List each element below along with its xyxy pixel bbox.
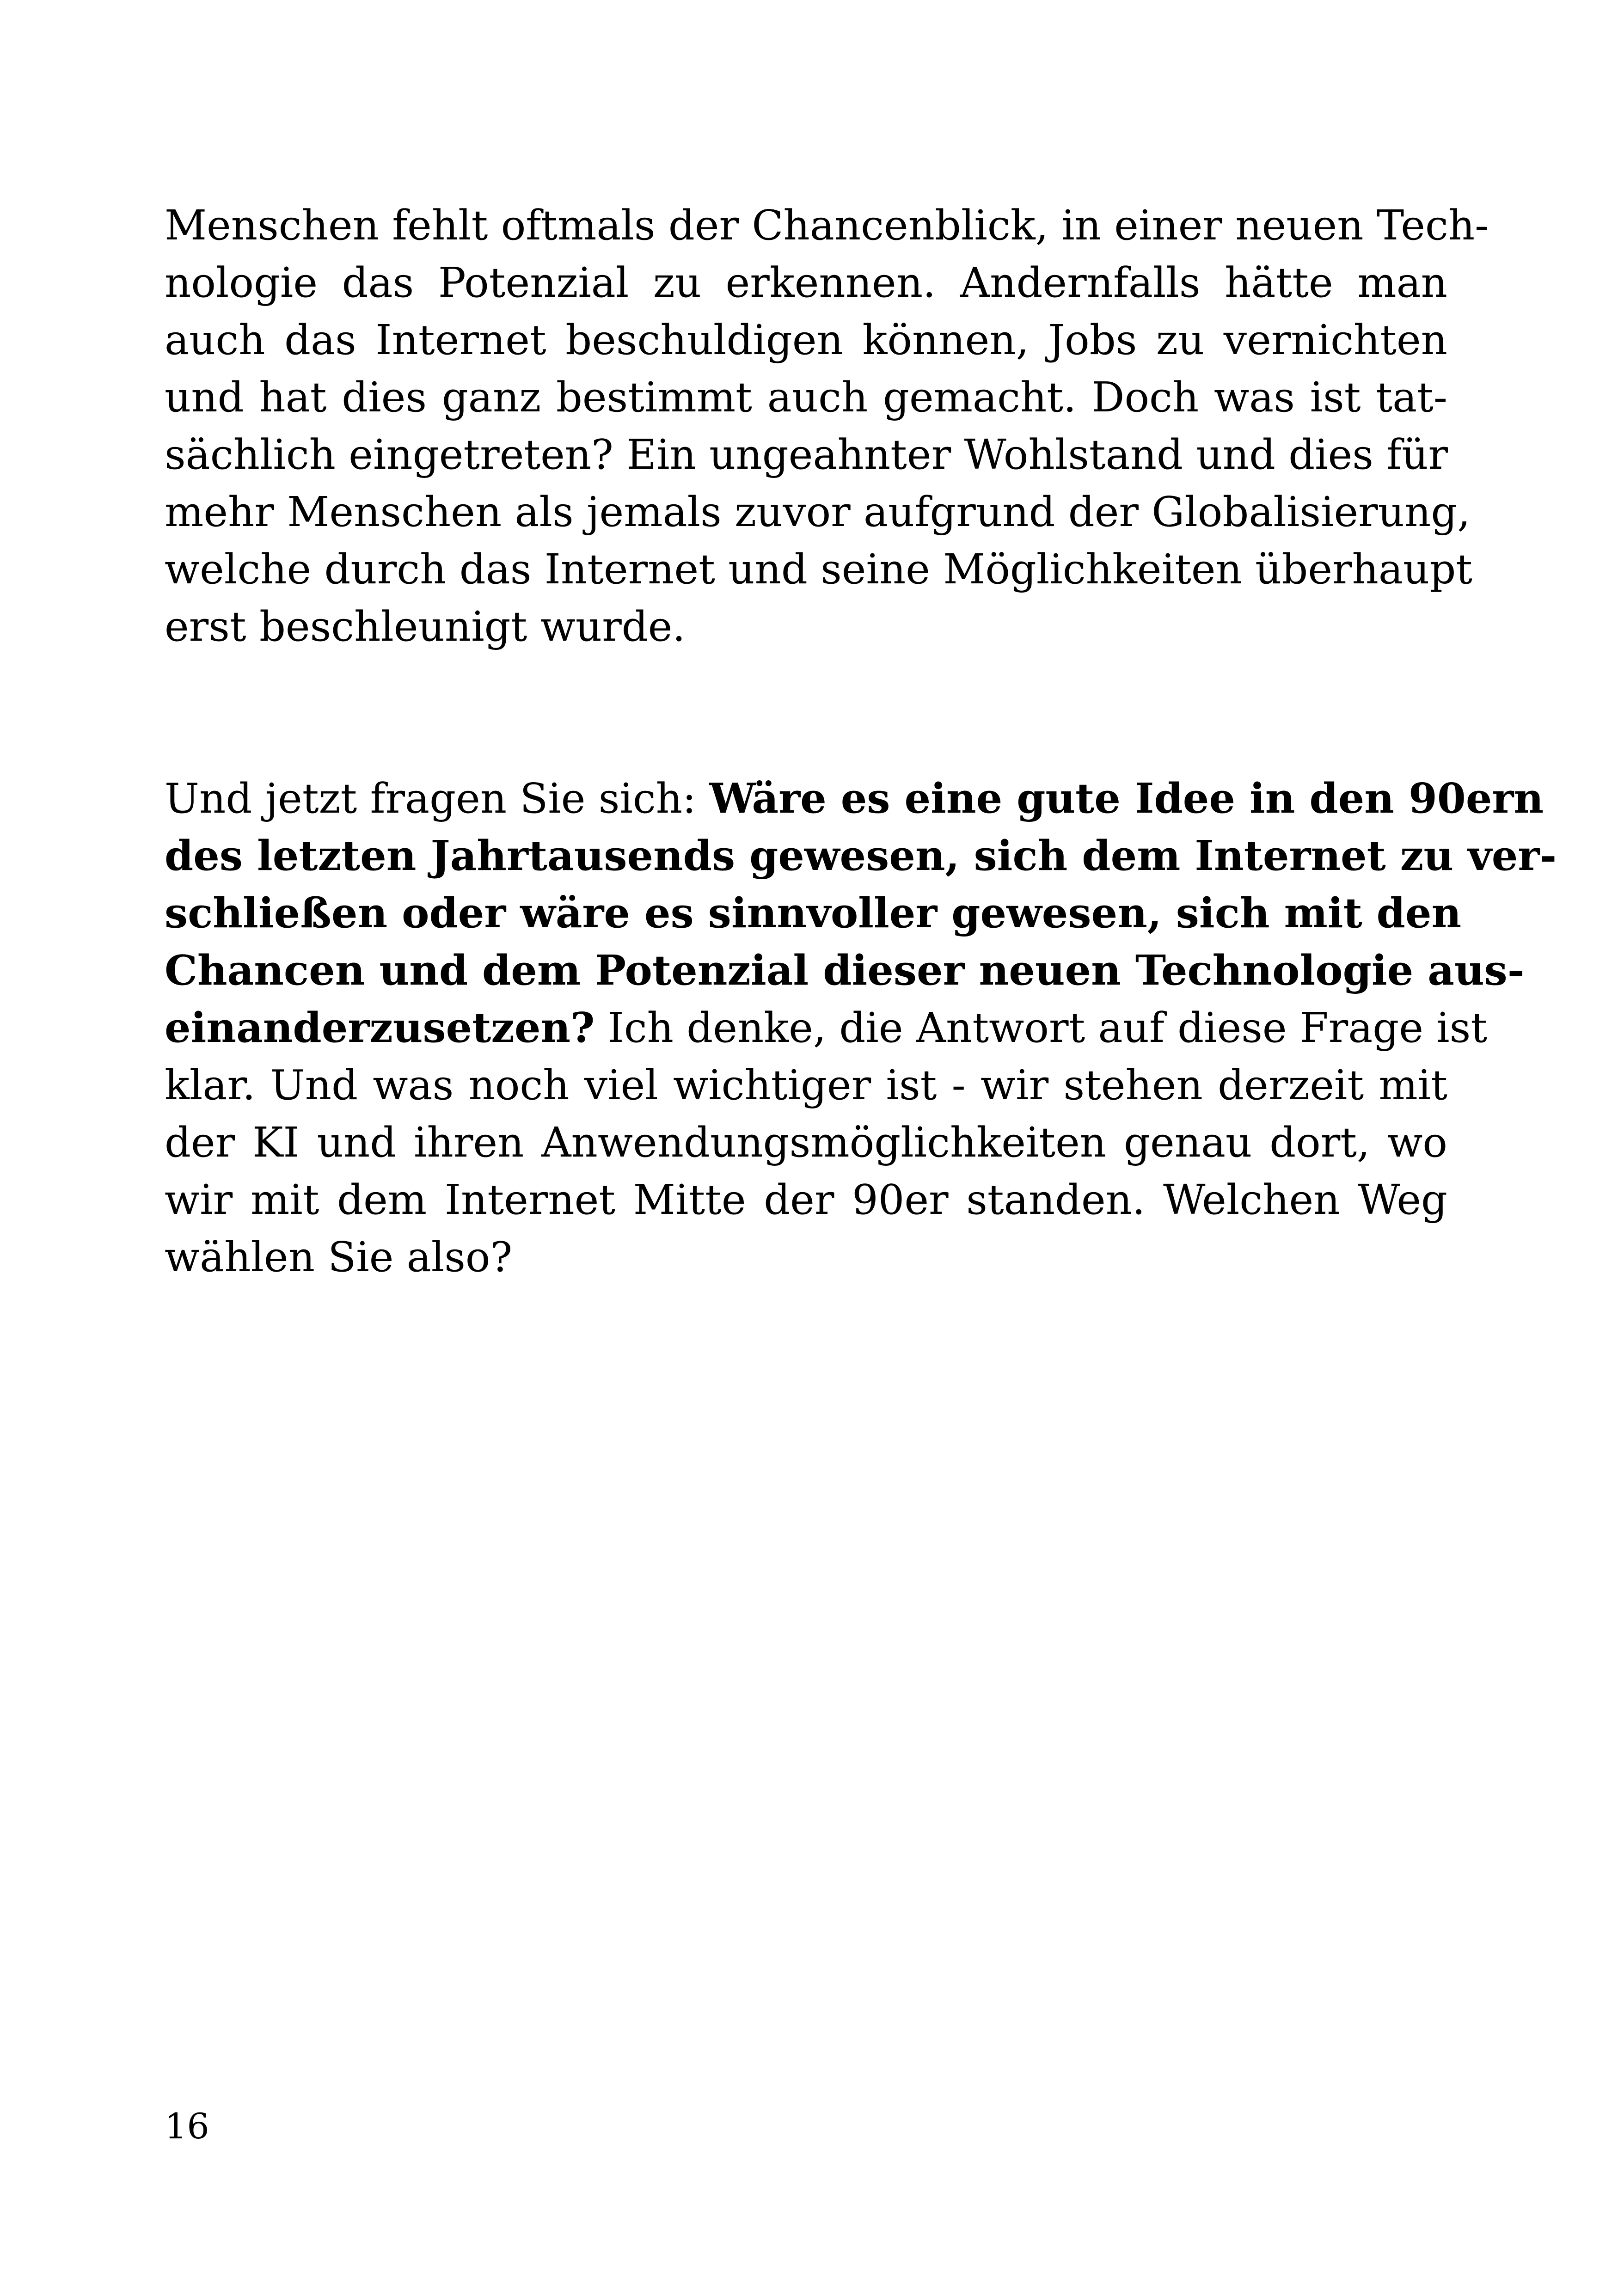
paragraph-line: mehr Menschen als jemals zuvor aufgrund der Globalisierung, <box>165 488 1471 536</box>
paragraph-line: der KI und ihren Anwendungsmöglichkeiten genau dort, wo <box>165 1118 1447 1166</box>
page-number: 16 <box>165 2106 209 2147</box>
plain-text: Ich denke, die Antwort auf diese Frage ist <box>594 1004 1488 1052</box>
bold-question-text: schließen oder wäre es sinnvoller gewesen, sich mit den <box>165 888 1462 937</box>
plain-text: Und jetzt fragen Sie sich: <box>165 774 710 822</box>
paragraph-line: auch das Internet beschuldigen können, Jobs zu vernichten <box>165 316 1447 364</box>
bold-question-text: Chancen und dem Potenzial dieser neuen Technologie aus- <box>165 946 1525 994</box>
paragraph-line <box>165 999 1488 1056</box>
bold-question-text: des letzten Jahrtausends gewesen, sich dem Internet zu ver- <box>165 831 1557 880</box>
paragraph-line: wir mit dem Internet Mitte der 90er standen. Welchen Weg <box>165 1176 1447 1224</box>
paragraph-line: Menschen fehlt oftmals der Chancenblick, in einer neuen Tech- <box>165 201 1489 249</box>
paragraph-line: und hat dies ganz bestimmt auch gemacht. Doch was ist tat- <box>165 373 1447 421</box>
bold-question-text: Wäre es eine gute Idee in den 90ern <box>709 774 1544 822</box>
paragraph-line <box>165 770 1544 827</box>
paragraph-line <box>165 884 1462 942</box>
paragraph-line: klar. Und was noch viel wichtiger ist - wir stehen derzeit mit <box>165 1061 1447 1109</box>
paragraph-line: sächlich eingetreten? Ein ungeahnter Wohlstand und dies für <box>165 430 1448 478</box>
paragraph-line <box>165 942 1525 999</box>
paragraph-line: nologie das Potenzial zu erkennen. Andernfalls hätte man <box>165 258 1447 306</box>
paragraph-line <box>165 827 1557 884</box>
bold-question-text: einanderzusetzen? <box>165 1003 595 1052</box>
paragraph-line: wählen Sie also? <box>165 1233 513 1281</box>
paragraph-line: welche durch das Internet und seine Möglichkeiten überhaupt <box>165 545 1473 593</box>
paragraph-line: erst beschleunigt wurde. <box>165 602 686 650</box>
